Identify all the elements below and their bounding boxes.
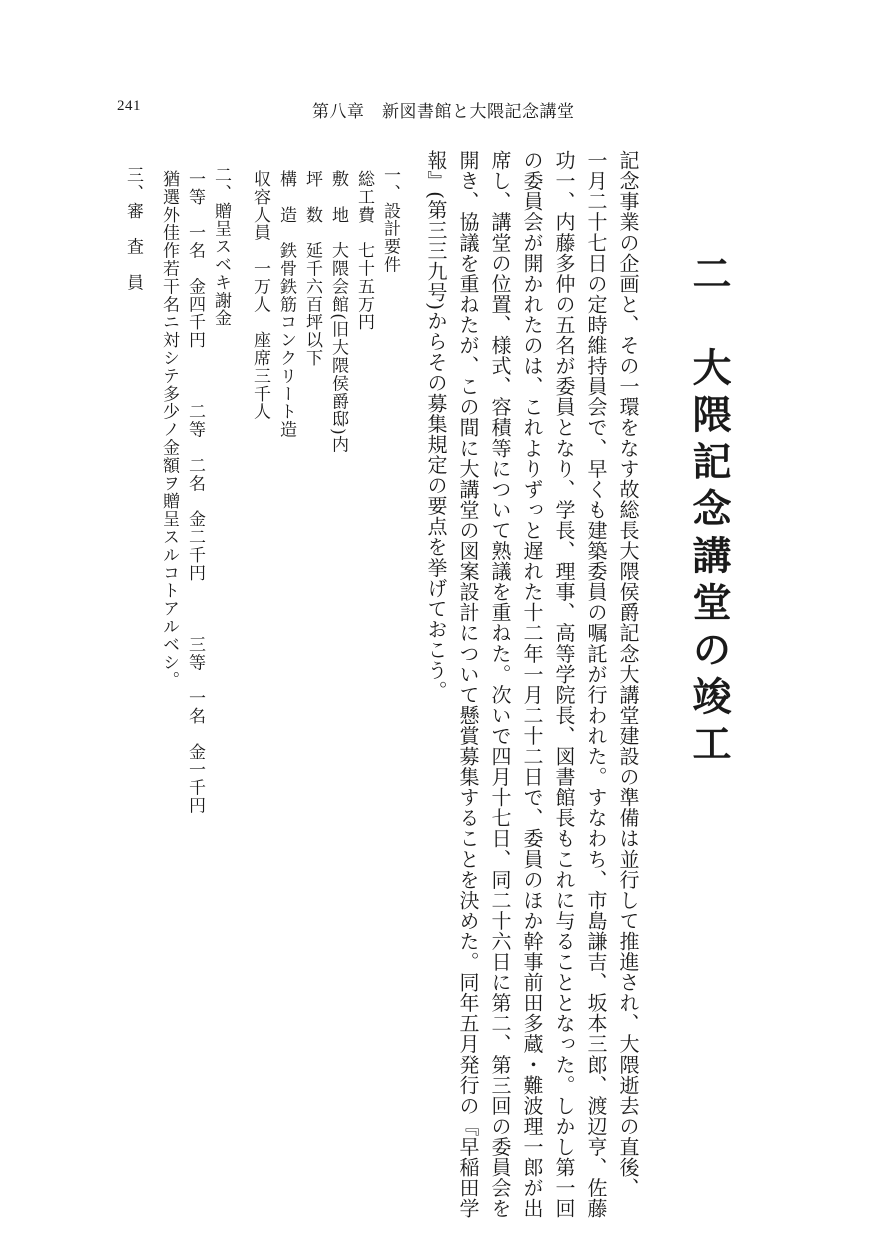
body-line: の委員会が開かれたのは、これよりずっと遅れた十二年一月二十二日で、委員のほか幹事前田多蔵・難波理一郎が出 [520,150,544,1219]
body-line: 記念事業の企画と、その一環をなす故総長大隈侯爵記念大講堂建設の準備は並行して推進され、大隈逝去の直後、 [616,150,640,1199]
requirement-item: 総工費 七十五万円 [354,170,374,332]
requirement-heading: 二、贈呈スベキ謝金 [211,166,231,328]
body-line: 一月二十七日の定時維持員会で、早くも建築委員の嘱託が行われた。すなわち、市島謙吉、坂本三郎、渡辺亨、佐藤 [584,150,608,1219]
requirement-item: 坪 数 延千六百坪以下 [302,170,322,367]
requirement-item: 構 造 鉄骨鉄筋コンクリート造 [276,170,296,439]
body-line: 開き、協議を重ねたが、この間に大講堂の図案設計について懸賞募集することを決めた。同年五月発行の『早稲田学 [456,150,480,1219]
requirement-item: 猶選外佳作若干名ニ対シテ多少ノ金額ヲ贈呈スルコトアルベシ。 [159,170,179,690]
page-number: 241 [117,98,141,114]
requirement-heading: 一、設計要件 [380,166,400,274]
body-line: 報』(第三三九号)からその募集規定の要点を挙げておこう。 [424,150,448,702]
body-line: 功一、内藤多仲の五名が委員となり、学長、理事、高等学院長、図書館長もこれに与ることとなった。しかし第一回 [552,150,576,1219]
requirement-item: 収容人員 一万人 座席三千人 [250,170,270,421]
requirement-item: 敷 地 大隈会館(旧大隈侯爵邸)内 [328,170,348,454]
body-line: 席し、講堂の位置、様式、容積等について熟議を重ねた。次いで四月十七日、同二十六日に第二、第三回の委員会を [488,150,512,1219]
section-title: 二 大隈記念講堂の竣工 [686,253,732,770]
requirement-heading: 三、審 査 員 [123,166,143,292]
running-header: 第八章 新図書館と大隈記念講堂 [312,102,575,122]
requirement-item: 一等 一名 金四千円 二等 二名 金二千円 三等 一名 金一千円 [185,170,205,815]
